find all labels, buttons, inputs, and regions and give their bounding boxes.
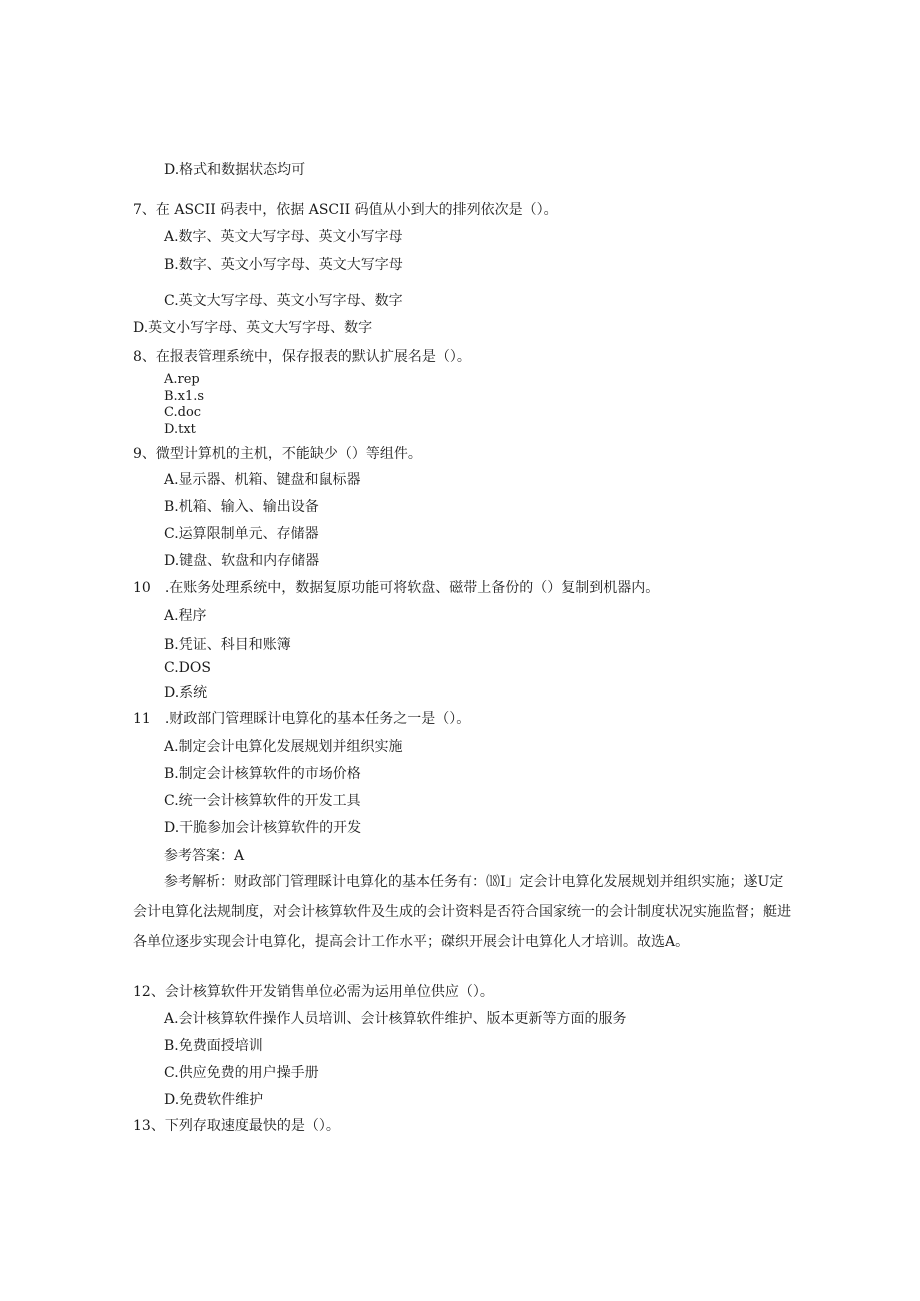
q11-option-d: D.干脆参加会计核算软件的开发 xyxy=(164,820,362,836)
q9-option-b: B.机箱、输入、输出设备 xyxy=(164,499,319,515)
prev-option-d: D.格式和数据状态均可 xyxy=(164,162,306,178)
q11-analysis: 参考解析：财政部门管理睬计电算化的基本任务有：⒅I」定会计电算化发展规划并组织实施；遂U定会计电算化法规制度，对会计核算软件及生成的会计资料是否符合国家统一的会计制度状况实施监督；艇进各单位逐步实现会计电算化，提高会计工作水平；磔织开展会计电算化人才培训。故选A。 xyxy=(133,874,791,950)
question-7: 7、在 ASCII 码表中，依据 ASCII 码值从小到大的排列依次是（）。 xyxy=(133,202,558,218)
q7-option-b: B.数字、英文小写字母、英文大写字母 xyxy=(164,257,403,273)
q9-option-c: C.运算限制单元、存储器 xyxy=(164,526,319,542)
q8-option-a: A.rep xyxy=(164,372,200,387)
q10-option-a: A.程序 xyxy=(164,608,207,624)
q12-option-c: C.供应免费的用户操手册 xyxy=(164,1065,319,1081)
q11-answer: 参考答案：A xyxy=(164,848,245,864)
question-13: 13、下列存取速度最快的是（）。 xyxy=(133,1118,340,1134)
question-10: 10 .在账务处理系统中，数据复原功能可将软盘、磁带上备份的（）复制到机器内。 xyxy=(133,580,660,596)
q12-option-b: B.免费面授培训 xyxy=(164,1038,263,1054)
q8-option-b: B.x1.s xyxy=(164,389,205,404)
q10-option-b: B.凭证、科目和账簿 xyxy=(164,637,291,653)
q11-option-b: B.制定会计核算软件的市场价格 xyxy=(164,766,361,782)
question-12: 12、会计核算软件开发销售单位必需为运用单位供应（）。 xyxy=(133,984,494,1000)
q10-option-d: D.系统 xyxy=(164,685,208,701)
q10-option-c: C.DOS xyxy=(164,660,211,676)
q12-option-d: D.免费软件维护 xyxy=(164,1092,264,1108)
q9-option-d: D.键盘、软盘和内存储器 xyxy=(164,553,320,569)
q9-option-a: A.显示器、机箱、键盘和鼠标器 xyxy=(164,472,361,488)
question-11: 11 .财政部门管理睬计电算化的基本任务之一是（）。 xyxy=(133,711,471,727)
q7-option-a: A.数字、英文大写字母、英文小写字母 xyxy=(164,229,403,245)
question-8: 8、在报表管理系统中，保存报表的默认扩展名是（）。 xyxy=(133,349,471,365)
q7-option-d: D.英文小写字母、英文大写字母、数字 xyxy=(133,320,373,336)
question-9: 9、微型计算机的主机，不能缺少（）等组件。 xyxy=(133,446,422,462)
q11-option-c: C.统一会计核算软件的开发工具 xyxy=(164,793,361,809)
q7-option-c: C.英文大写字母、英文小写字母、数字 xyxy=(164,293,403,309)
q8-option-c: C.doc xyxy=(164,405,202,420)
q11-option-a: A.制定会计电算化发展规划并组织实施 xyxy=(164,739,403,755)
q8-option-d: D.txt xyxy=(164,422,196,437)
q12-option-a: A.会计核算软件操作人员培训、会计核算软件维护、版本更新等方面的服务 xyxy=(164,1011,627,1027)
